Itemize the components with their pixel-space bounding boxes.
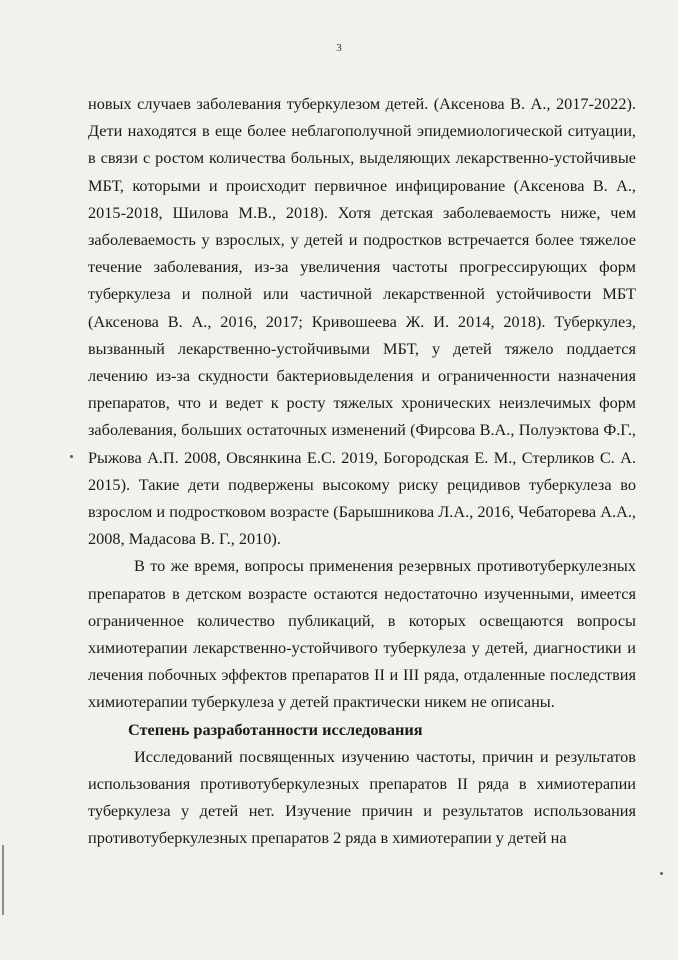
section-heading: Степень разработанности исследования <box>128 719 423 739</box>
document-body <box>88 90 636 852</box>
paragraph-research-state: Исследований посвященных изучению частоты, причин и результатов использования противотуберкулезных препаратов II ряда в химиотерапии туберкулеза у детей нет. Изучение причин и результатов использования противотуберкулезных препаратов 2 ряда в химиотерапии у детей на <box>88 746 636 848</box>
paragraph-reserve-drugs: В то же время, вопросы применения резервных противотуберкулезных препаратов в детском возрасте остаются недостаточно изученными, имеется ограниченное количество публикаций, в которых освещаются вопросы химиотерапии лекарственно-устойчивого туберкулеза у детей, диагностики и лечения побочных эффектов препаратов II и III ряда, отдаленные последствия химиотерапии туберкулеза у детей практически никем не описаны. <box>88 556 636 712</box>
page-number: 3 <box>336 42 342 54</box>
scan-edge-line <box>2 845 4 915</box>
paragraph-incidence: новых случаев заболевания туберкулезом детей. (Аксенова В. А., 2017-2022). Дети находятся в еще более неблагополучной эпидемиологической ситуации, в связи с ростом количества больных, выделяющих лекарственно-устойчивые МБТ, которыми и происходит первичное инфицирование (Аксенова В. А., 2015-2018, Шилова М.В., 2018). Хотя детская заболеваемость ниже, чем заболеваемость у взрослых, у детей и подростков встречается более тяжелое течение заболевания, из-за увеличения частоты прогрессирующих форм туберкулеза и полной или частичной лекарственной устойчивости МБТ (Аксенова В. А., 2016, 2017; Кривошеева Ж. И. 2014, 2018). Туберкулез, вызванный лекарственно-устойчивыми МБТ, у детей тяжело поддается лечению из-за скудности бактериовыделения и ограниченности назначения препаратов, что и ведет к росту тяжелых хронических неизлечимых форм заболевания, больших остаточных изменений (Фирсова В.А., Полуэктова Ф.Г., Рыжова А.П. 2008, Овсянкина Е.С. 2019, Богородская Е. М., Стерликов С. А. 2015). Такие дети подвержены высокому риску рецидивов туберкулеза во взрослом и подростковом возрасте (Барышникова Л.А., 2016, Чебаторева А.А., 2008, Мадасова В. Г., 2010). <box>88 94 636 549</box>
scan-dot <box>70 455 73 458</box>
scan-dot <box>660 872 663 875</box>
